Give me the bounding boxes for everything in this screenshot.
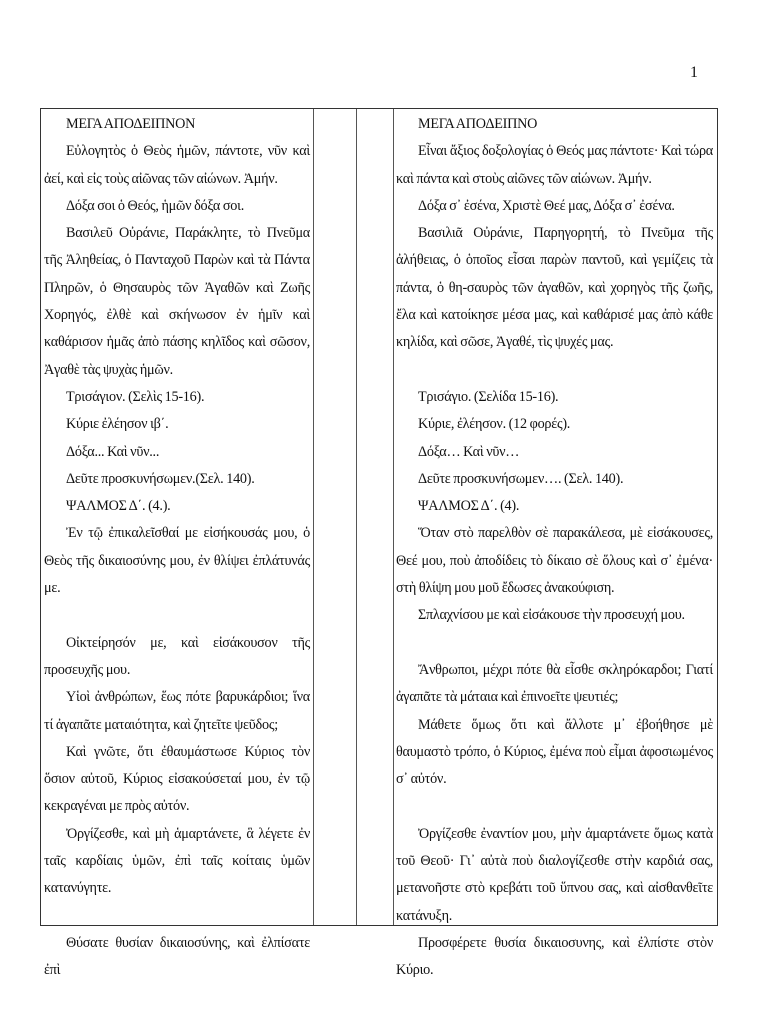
text-paragraph: Οἰκτείρησόν με, καὶ εἰσάκουσον τῆς προσευχῆς μου.: [44, 634, 310, 678]
column-divider: [356, 109, 357, 925]
text-paragraph: Ἄνθρωποι, μέχρι πότε θὰ εἶσθε σκληρόκαρδοι; Γιατί ἀγαπᾶτε τὰ μάταια καὶ ἐπινοεῖτε ψευτιές;: [396, 661, 713, 706]
blank-line: [394, 793, 716, 820]
text-paragraph: Βασιλεῦ Οὐράνιε, Παράκλητε, τὸ Πνεῦμα τῆς Ἀληθείας, ὁ Πανταχοῦ Παρὼν καὶ τὰ Πάντα Πληρῶν, ὁ Θησαυρὸς τῶν Ἀγαθῶν καὶ Ζωῆς Χορηγός, ἐλθὲ καὶ σκήνωσον ἐν ἡμῖν καὶ καθάρισον ἡμᾶς ἀπὸ πάσης κηλῖδος καὶ σῶσον, Ἀγαθὲ τὰς ψυχὰς ἡμῶν.: [44, 225, 310, 378]
section-title: ΜΕΓΑ ΑΠΟΔΕΙΠΝΟ: [418, 116, 538, 132]
text-paragraph: Δόξα... Καὶ νῦν...: [66, 443, 160, 460]
text-paragraph: Τρισάγιον. (Σελὶς 15-16).: [66, 388, 205, 405]
ancient-greek-column: [41, 111, 313, 985]
text-paragraph: Ὅταν στὸ παρελθὸν σὲ παρακάλεσα, μὲ εἰσάκουσες, Θεέ μου, ποὺ ἀποδίδεις τὸ δίκαιο σὲ ὅλους καὶ σ᾽ ἐμένα· στὴ θλίψη μου μοῦ ἔδωσες ἀνακούφιση.: [396, 525, 713, 597]
column-divider: [313, 109, 314, 925]
psalm-heading: ΨΑΛΜΟΣ Δ΄. (4).: [418, 498, 520, 515]
text-paragraph: Δόξα σ᾽ ἐσένα, Χριστὲ Θεέ μας, Δόξα σ᾽ ἐσένα.: [418, 197, 675, 214]
text-paragraph: Θύσατε θυσίαν δικαιοσύνης, καὶ ἐλπίσατε ἐπὶ: [44, 934, 310, 979]
text-paragraph: Δεῦτε προσκυνήσωμεν…. (Σελ. 140).: [418, 470, 624, 487]
text-paragraph: Δεῦτε προσκυνήσωμεν.(Σελ. 140).: [66, 470, 255, 487]
modern-greek-column: [394, 111, 716, 985]
text-paragraph: Ὀργίζεσθε ἐναντίον μου, μὴν ἁμαρτάνετε ὅμως κατὰ τοῦ Θεοῦ· Γι᾽ αὐτὰ ποὺ διαλογίζεσθε στὴν καρδιά σας, μετανοῆστε στὸ κρεβάτι τοῦ ὕπνου σας, καὶ αἰσθανθεῖτε κατάνυξη.: [396, 825, 713, 924]
text-paragraph: Ὀργίζεσθε, καὶ μὴ ἁμαρτάνετε, ἃ λέγετε ἐν ταῖς καρδίαις ὑμῶν, ἐπὶ ταῖς κοίταις ὑμῶν κατανύγητε.: [44, 825, 310, 897]
page-number: 1: [690, 64, 698, 81]
text-paragraph: Κύριε ἐλέησον ιβ΄.: [66, 416, 169, 433]
text-paragraph: Σπλαχνίσου με καὶ εἰσάκουσε τὴν προσευχή μου.: [418, 607, 685, 624]
blank-line: [41, 903, 313, 930]
blank-line: [41, 602, 313, 629]
psalm-heading: ΨΑΛΜΟΣ Δ΄. (4.).: [66, 498, 171, 515]
text-paragraph: Δόξα σοι ὁ Θεός, ἡμῶν δόξα σοι.: [66, 197, 244, 214]
text-paragraph: Προσφέρετε θυσία δικαιοσυνης, καὶ ἐλπίστε στὸν Κύριο.: [396, 934, 713, 979]
blank-line: [394, 357, 716, 384]
text-paragraph: Υἱοὶ ἀνθρώπων, ἕως πότε βαρυκάρδιοι; ἵνα τί ἀγαπᾶτε ματαιότητα, καὶ ζητεῖτε ψεῦδος;: [44, 689, 310, 733]
text-paragraph: Εὐλογητὸς ὁ Θεὸς ἡμῶν, πάντοτε, νῦν καὶ ἀεί, καὶ εἰς τοὺς αἰῶνας τῶν αἰώνων. Ἀμήν.: [44, 143, 310, 187]
text-paragraph: Ἐν τῷ ἐπικαλεῖσθαί με εἰσήκουσάς μου, ὁ Θεὸς τῆς δικαιοσύνης μου, ἐν θλίψει ἐπλάτυνάς με.: [44, 525, 310, 597]
text-paragraph: Κύριε, ἐλέησον. (12 φορές).: [418, 416, 571, 433]
text-paragraph: Βασιλιᾶ Οὐράνιε, Παρηγορητή, τὸ Πνεῦμα τῆς ἀλήθειας, ὁ ὁποῖος εἶσαι παρὼν παντοῦ, καὶ γεμίζεις τὰ πάντα, ὁ θη-σαυρὸς τῶν ἀγαθῶν, καὶ χορηγὸς τῆς ζωῆς, ἔλα καὶ κατοίκησε μέσα μας, καὶ καθάρισέ μας ἀπὸ κάθε κηλίδα, καὶ σῶσε, Ἀγαθέ, τὶς ψυχές μας.: [396, 225, 713, 351]
blank-line: [394, 630, 716, 657]
section-title: ΜΕΓΑ ΑΠΟΔΕΙΠΝΟΝ: [66, 116, 196, 132]
text-paragraph: Εἶναι ἄξιος δοξολογίας ὁ Θεός μας πάντοτε· Καὶ τώρα καὶ πάντα καὶ στοὺς αἰῶνες τῶν αἰώνων. Ἀμήν.: [396, 143, 713, 187]
text-paragraph: Δόξα… Καὶ νῦν…: [418, 443, 520, 460]
text-paragraph: Μάθετε ὅμως ὅτι καὶ ἄλλοτε μ᾽ ἐβοήθησε μὲ θαυμαστὸ τρόπο, ὁ Κύριος, ἐμένα ποὺ εἶμαι ἀφοσιωμένος σ᾽ αὐτόν.: [396, 716, 713, 788]
parallel-text-table: [40, 108, 718, 979]
text-paragraph: Καὶ γνῶτε, ὅτι ἐθαυμάστωσε Κύριος τὸν ὅσιον αὐτοῦ, Κύριος εἰσακούσεταί μου, ἐν τῷ κεκραγέναι με πρὸς αὐτόν.: [44, 743, 310, 815]
text-paragraph: Τρισάγιο. (Σελίδα 15-16).: [418, 388, 559, 405]
